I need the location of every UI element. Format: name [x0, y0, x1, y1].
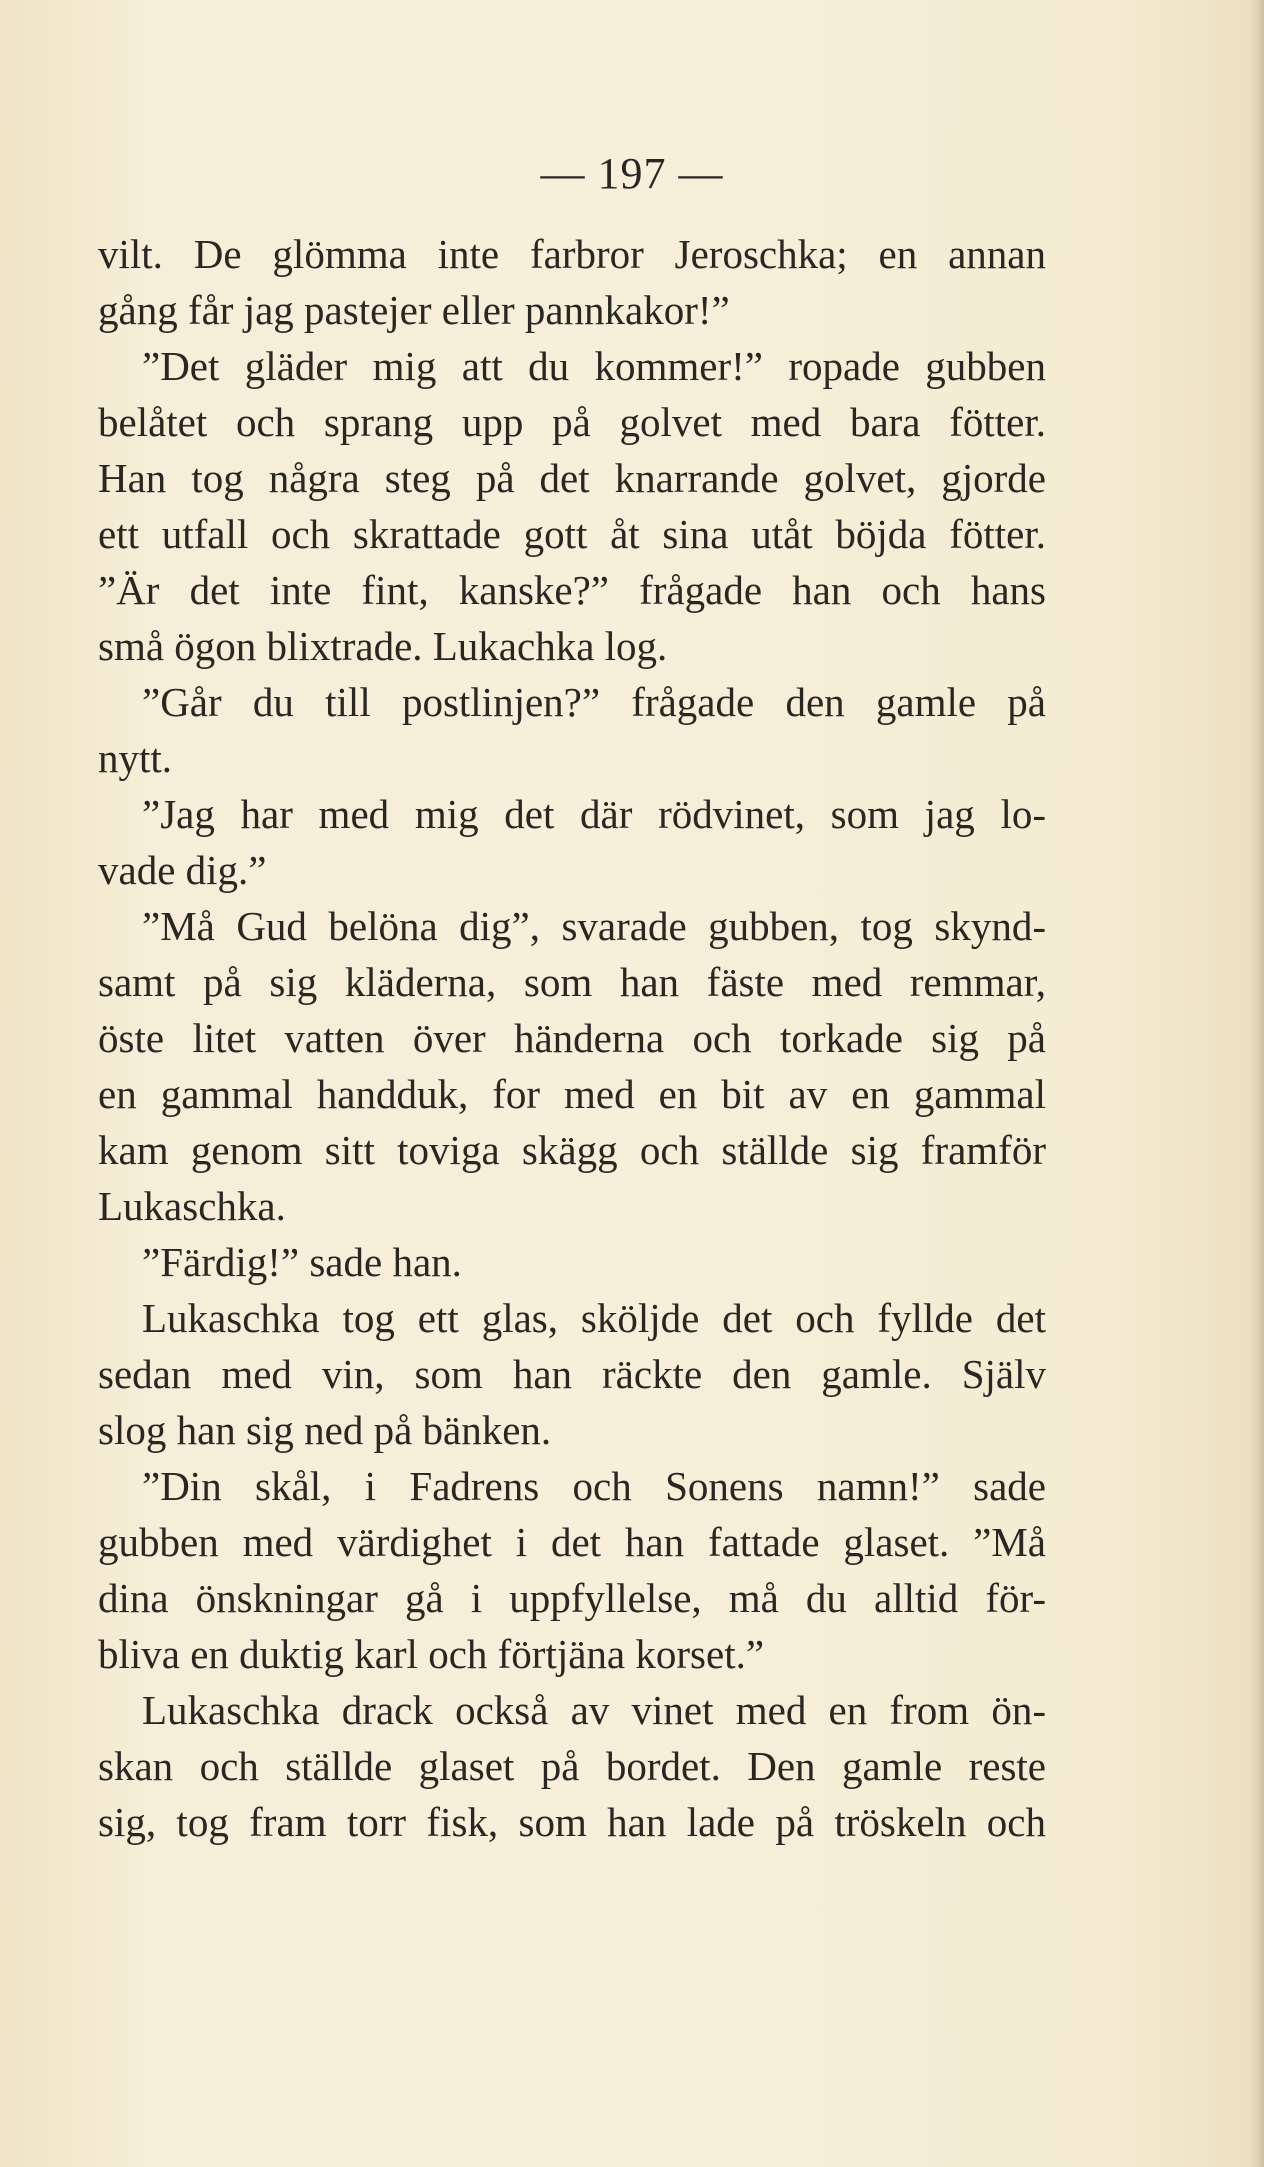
text-line: bliva en duktig karl och förtjäna korset.”: [98, 1631, 765, 1677]
page-number: — 197 —: [540, 149, 724, 198]
text-line: belåtet och sprang upp på golvet med bara fötter.: [98, 399, 1046, 445]
text-line: samt på sig kläderna, som han fäste med remmar,: [98, 959, 1046, 1005]
text-line: sig, tog fram torr fisk, som han lade på tröskeln och: [98, 1799, 1046, 1845]
text-line: sedan med vin, som han räckte den gamle. Själv: [98, 1351, 1046, 1397]
text-line: ”Färdig!” sade han.: [142, 1239, 462, 1285]
text-line: vilt. De glömma inte farbror Jeroschka; en annan: [98, 231, 1046, 277]
text-line: Han tog några steg på det knarrande golvet, gjorde: [98, 455, 1046, 501]
text-line: skan och ställde glaset på bordet. Den gamle reste: [98, 1743, 1046, 1789]
text-line: gång får jag pastejer eller pannkakor!”: [98, 287, 730, 333]
text-line: öste litet vatten över händerna och torkade sig på: [98, 1015, 1046, 1061]
text-line: kam genom sitt toviga skägg och ställde sig framför: [98, 1127, 1046, 1173]
page-text-body: [98, 226, 1046, 1850]
text-line: ”Är det inte fint, kanske?” frågade han och hans: [98, 567, 1046, 613]
text-line: Lukaschka tog ett glas, sköljde det och fyllde det: [142, 1295, 1046, 1341]
text-line: gubben med värdighet i det han fattade glaset. ”Må: [98, 1519, 1046, 1565]
text-line: slog han sig ned på bänken.: [98, 1407, 552, 1453]
text-line: ett utfall och skrattade gott åt sina utåt böjda fötter.: [98, 511, 1046, 557]
text-line: en gammal handduk, for med en bit av en gammal: [98, 1071, 1046, 1117]
text-line: vade dig.”: [98, 847, 267, 893]
text-line: ”Går du till postlinjen?” frågade den gamle på: [142, 679, 1046, 725]
text-line: dina önskningar gå i uppfyllelse, må du alltid för-: [98, 1575, 1046, 1621]
text-line: ”Det gläder mig att du kommer!” ropade gubben: [142, 343, 1046, 389]
text-line: nytt.: [98, 735, 173, 781]
text-line: Lukaschka.: [98, 1183, 286, 1229]
text-line: små ögon blixtrade. Lukachka log.: [98, 623, 668, 669]
text-line: ”Din skål, i Fadrens och Sonens namn!” sade: [142, 1463, 1046, 1509]
page-edge-shadow: [1248, 0, 1264, 2167]
text-line: Lukaschka drack också av vinet med en from ön-: [142, 1687, 1046, 1733]
text-line: ”Må Gud belöna dig”, svarade gubben, tog skynd-: [142, 903, 1046, 949]
text-line: ”Jag har med mig det där rödvinet, som jag lo-: [142, 791, 1046, 837]
